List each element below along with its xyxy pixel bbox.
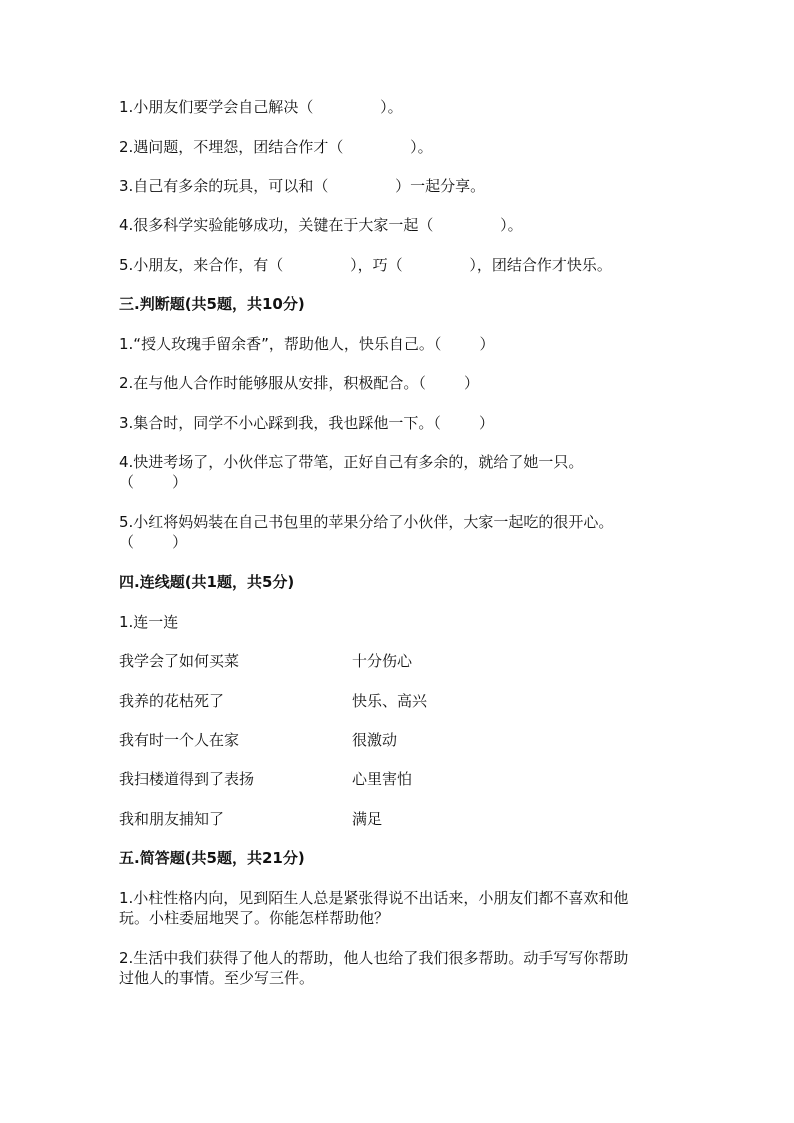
short-answer-question-2: 2.生活中我们获得了他人的帮助，他人也给了我们很多帮助。动手写写你帮助 <box>119 949 629 967</box>
fill-question-1: 1.小朋友们要学会自己解决（ ）。 <box>119 98 403 116</box>
judge-question-2: 2.在与他人合作时能够服从安排，积极配合。（ ） <box>119 374 479 392</box>
match-right-item: 满足 <box>352 810 383 828</box>
match-section-heading: 四.连线题(共1题，共5分) <box>119 573 295 591</box>
match-prompt: 1.连一连 <box>119 613 179 631</box>
match-left-item: 我扫楼道得到了表扬 <box>119 770 255 788</box>
fill-question-2: 2.遇问题，不埋怨，团结合作才（ ）。 <box>119 138 433 156</box>
short-answer-question-1-cont: 玩。小柱委屈地哭了。你能怎样帮助他？ <box>119 909 390 927</box>
judge-question-3: 3.集合时，同学不小心踩到我，我也踩他一下。（ ） <box>119 414 494 432</box>
judge-question-4-blank: （ ） <box>119 473 188 491</box>
judge-section-heading: 三.判断题(共5题，共10分) <box>119 295 305 313</box>
match-left-item: 我有时一个人在家 <box>119 731 240 749</box>
short-answer-question-1: 1.小柱性格内向，见到陌生人总是紧张得说不出话来，小朋友们都不喜欢和他 <box>119 889 629 907</box>
match-right-item: 快乐、高兴 <box>352 692 428 710</box>
judge-question-5-blank: （ ） <box>119 533 188 551</box>
judge-question-5: 5.小红将妈妈装在自己书包里的苹果分给了小伙伴，大家一起吃的很开心。 <box>119 513 614 531</box>
match-right-item: 很激动 <box>352 731 398 749</box>
fill-question-3: 3.自己有多余的玩具，可以和（ ）一起分享。 <box>119 177 486 195</box>
short-answer-section-heading: 五.简答题(共5题，共21分) <box>119 849 305 867</box>
judge-question-4: 4.快进考场了，小伙伴忘了带笔，正好自己有多余的，就给了她一只。 <box>119 453 584 471</box>
match-left-item: 我和朋友捕知了 <box>119 810 225 828</box>
match-right-item: 心里害怕 <box>352 770 413 788</box>
fill-question-4: 4.很多科学实验能够成功，关键在于大家一起（ ）。 <box>119 216 523 234</box>
short-answer-question-2-cont: 过他人的事情。至少写三件。 <box>119 969 315 987</box>
fill-question-5: 5.小朋友，来合作，有（ ），巧（ ），团结合作才快乐。 <box>119 256 612 274</box>
match-right-item: 十分伤心 <box>352 652 413 670</box>
judge-question-1: 1.“授人玫瑰手留余香”，帮助他人，快乐自己。（ ） <box>119 335 495 353</box>
match-left-item: 我学会了如何买菜 <box>119 652 240 670</box>
match-left-item: 我养的花枯死了 <box>119 692 225 710</box>
